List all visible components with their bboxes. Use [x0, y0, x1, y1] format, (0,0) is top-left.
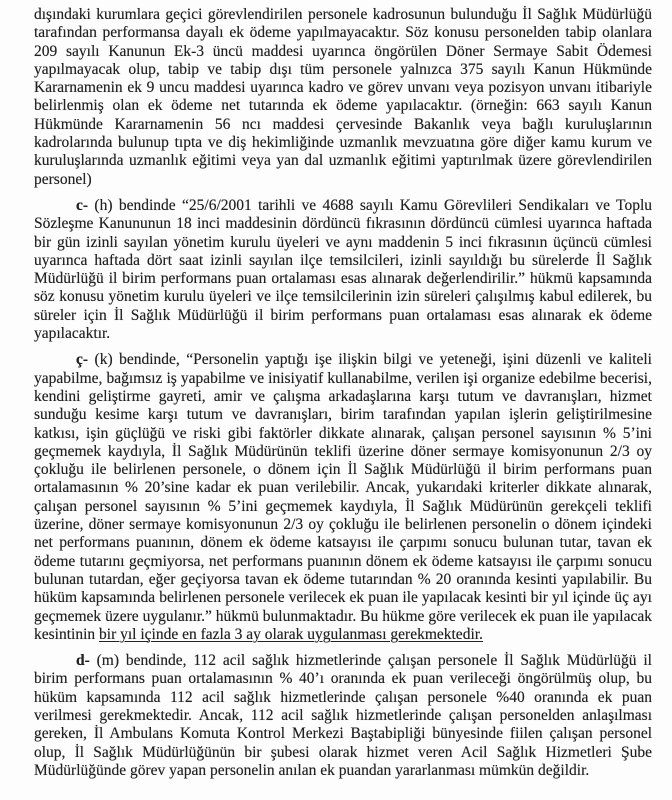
body-text: (m) bendinde, 112 acil sağlık hizmetlerinde çalışan personele İl Sağlık Müdürlüğü il birim performans puan ortalamasının % 40’ı oranında ek puan verileceği öngörülmüş olup, bu hüküm kapsamında 112 acil sağlık hizmetlerinde çalışan personele %40 oranında ek puan verilmesi gerekmektedir. Ancak, 112 acil sağlık hizmetlerinde çalışan personelden anlaşılması gereken, İl Ambulans Komuta Kontrol Merkezi Baştabipliği bünyesinde fiilen çalışan personel olup, İl Sağlık Müdürlüğünün bir şubesi olarak hizmet veren Acil Sağlık Hizmetleri Şube Müdürlüğünde görev yapan personelin anılan ek puandan yararlanması mümkün değildir.	[34, 652, 652, 779]
underlined-text: bir yıl içinde en fazla 3 ay olarak uygulanması gerekmektedir.	[99, 625, 483, 643]
body-text: (h) bendinde “25/6/2001 tarihli ve 4688 sayılı Kamu Görevlileri Sendikaları ve Toplu Sözleşme Kanununun 18 inci maddesinin dördüncü fıkrasının dördüncü cümlesi uyarınca haftada bir gün izinli sayılan yönetim kurulu üyeleri ve aynı maddenin 5 inci fıkrasının üçüncü cümlesi uyarınca haftada dört saat izinli sayılan ilçe temsilcileri, izinli sayıldığı bu sürelerde İl Sağlık Müdürlüğü il birim performans puan ortalaması esas alınarak değerlendirilir.” hükmü kapsamında söz konusu yönetim kurulu üyeleri ve ilçe temsilcilerinin izin süreleri çalışılmış kabul edilerek, bu süreler için İl Sağlık Müdürlüğü il birim performans puan ortalaması esas alınarak ek ödeme yapılacaktır.	[34, 196, 652, 343]
body-text: (k) bendinde, “Personelin yaptığı işe ilişkin bilgi ve yeteneği, işini düzenli ve kaliteli yapabilme, bağımsız iş yapabilme ve inisiyatif kullanabilme, verilen işi organize edebilme becerisi, kendini geliştirme gayreti, amir ve çalışma arkadaşlarına karşı tutum ve davranışları, hizmet sunduğu kesime karşı tutum ve davranışları, birim tarafından yapılan işlerin geliştirilmesine katkısı, işin güçlüğü ve riski gibi faktörler dikkate alınarak, çalışan personel sayısının % 5’ini geçmemek kaydıyla, İl Sağlık Müdürünün teklifi üzerine döner sermaye komisyonunun 2/3 oy çokluğu ile belirlenen personele, o dönem için İl Sağlık Müdürlüğü il birim performans puan ortalamasının % 20’sine kadar ek puan verilebilir. Ancak, yukarıdaki kriterler dikkate alınarak, çalışan personel sayısının % 5’ini geçmemek kaydıyla, İl Sağlık Müdürünün gerekçeli teklifi üzerine, döner sermaye komisyonunun 2/3 oy çokluğu ile belirlenen personelin o dönem içindeki net performans puanının, dönem ek ödeme katsayısı ile çarpımı sonucu bulunan tutar, tavan ek ödeme tutarını geçmiyorsa, net performans puanının dönem ek ödeme katsayısı ile çarpımı sonucu bulunan tutardan, eğer geçiyorsa tavan ek ödeme tutarından % 20 oranında kesinti yapılabilir. Bu hüküm kapsamında belirlenen personele verilecek ek puan ile yapılacak kesinti bir yıl içinde üç ayı geçmemek üzere uygulanır.” hükmü bulunmaktadır. Bu hükme göre verilecek ek puan ile yapılacak kesintinin	[34, 351, 652, 643]
paragraph-continuation-paragraph	[34, 6, 652, 189]
paragraph-clause-c	[34, 197, 652, 343]
clause-label: c-	[76, 196, 89, 214]
paragraph-clause-d	[34, 652, 652, 780]
paragraph-clause-c-cedilla	[34, 351, 652, 644]
clause-label: d-	[76, 652, 90, 670]
clause-label: ç-	[76, 351, 89, 369]
body-text: dışındaki kurumlara geçici görevlendirilen personele kadrosunun bulunduğu İl Sağlık Müdürlüğü tarafından performansa dayalı ek ödeme yapılmayacaktır. Söz konusu personelden tabip olanlara 209 sayılı Kanunun Ek-3 üncü maddesi uyarınca öngörülen Döner Sermaye Sabit Ödemesi yapılmayacak olup, tabip ve tabip dışı tüm personele yalnızca 375 sayılı Kanun Hükmünde Kararnamenin ek 9 uncu maddesi uyarınca kadro ve görev unvanı veya pozisyon unvanı itibariyle belirlenmiş olan ek ödeme net tutarında ek ödeme yapılacaktır. (örneğin: 663 sayılı Kanun Hükmünde Kararnamenin 56 ncı maddesi çervesinde Bakanlık veya bağlı kuruluşlarının kadrolarında bulunup tıpta ve diş hekimliğinde uzmanlık mevzuatına göre diğer kamu kurum ve kuruluşlarında uzmanlık eğitimi veya yan dal uzmanlık eğitimi yaptırılmak üzere görevlendirilen personel)	[34, 6, 652, 188]
document-body	[34, 6, 652, 780]
